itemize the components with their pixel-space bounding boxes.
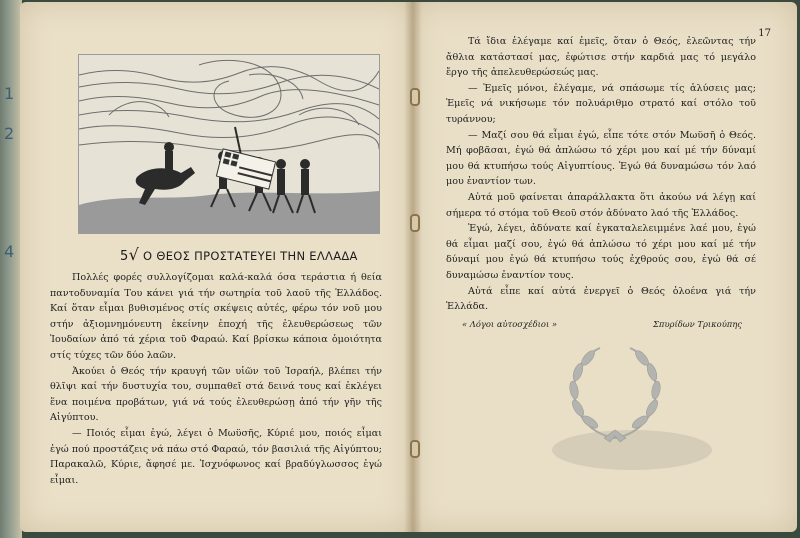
right-page [412,2,797,532]
paragraph: Αὐτά εἶπε καί αὐτά ἐνεργεῖ ὁ Θεός ὁλοένα γιά τήν Ἑλλάδα. [446,285,756,313]
paragraph: Τά ἴδια ἐλέγαμε καί ἐμεῖς, ὅταν ὁ Θεός, ἐλεῶντας τήν ἄθλια κατάστασί μας, ἐφώτισε στήν καρδιά μας τό μεγάλο ἔργο τῆς ἀπελευθερώσεώς μας. [446,36,756,79]
illustration-horsemen-flag [78,54,380,234]
paragraph: Ἐγώ, λέγει, ἀδύνατε καί ἐγκαταλελειμμένε λαέ μου, ἐγώ θά εἶμαι μαζί σου, ἐγώ θά ἁπλώσω τό χέρι μου καί μέ τήν δύναμί μου ἐγώ θά κτυπήσω τούς ἐχθρούς σου, ἐγώ θά σέ δυναμώσω ἐναντίον τους. [446,223,756,281]
chapter-number: 5 [120,249,129,264]
binding-hole [410,440,420,458]
left-page [20,2,412,532]
paragraph: Ἀκούει ὁ Θεός τήν κραυγή τῶν υἱῶν τοῦ Ἰσραήλ, βλέπει τήν θλῖψι καί τήν δυστυχία του, συμπαθεῖ στά δεινά τους καί ἐκλέγει ἕνα ποιμένα προβάτων, γιά νά τούς ἐλευθερώσῃ ἀπό τήν γῆν τῆς Αἰγύπτου. [50,365,382,424]
margin-mark: 1 [4,84,15,103]
right-body-text [446,34,756,315]
chapter-title: Ο ΘΕΟΣ ΠΡΟΣΤΑΤΕΥΕΙ ΤΗΝ ΕΛΛΑΔΑ [143,249,358,263]
paragraph: Πολλές φορές συλλογίζομαι καλά-καλά όσα τεράστια ή θεία παντοδυναμία Του κάνει γιά τήν σωτηρία τοῦ λαοῦ τῆς Ἑλλάδος. Καί ὅταν εἶμαι βυθισμένος στίς σκέψεις αὐτές, φέρω τόν νοῦ μου στήν ἀξιομνημόνευτη ἐκείνην ἐποχή τῆς ἐλευθερώσεως τῶν Ἰουδαίων ἀπό τά χέρια τοῦ Φαραώ. Καί βρίσκω κάποια ὁμοιότητα στίς τύχες τῶν δύο λαῶν. [50,272,382,361]
binding-hole [410,88,420,106]
page-number: 17 [758,28,771,39]
paragraph: — Ποιός εἶμαι ἐγώ, λέγει ὁ Μωϋσῆς, Κύριέ μου, ποιός εἶμαι ἐγώ πού προστάζεις νά πάω στό Φαραώ, τόν βασιλιά τῆς Αἰγύπτου; Παρακαλῶ, Κύριε, ἄφησέ με. Ἰσχνόφωνος καί βραδύγλωσσος ἐγώ εἶμαι. [50,427,382,486]
left-body-text [50,270,382,488]
paragraph: — Μαζί σου θά εἶμαι ἐγώ, εἶπε τότε στόν Μωϋσῆ ὁ Θεός. Μή φοβᾶσαι, ἐγώ θά ἁπλώσω τό χέρι μου καί μέ τήν δύναμί μου θά κτυπήσω τούς Αἰγυπτίους. Ἐγώ θά δυναμώσω τόν λαό μου ἐναντίον των. [446,129,756,188]
source-author: Σπυρίδων Τρικούπης [653,319,742,329]
paragraph: Αὐτά μοῦ φαίνεται ἀπαράλλακτα ὅτι ἀκούω νά λέγῃ καί σήμερα τό στόμα τοῦ Θεοῦ στόν ἀδύνατο λαό τῆς Ἑλλάδος. [446,191,756,219]
binding-hole [410,214,420,232]
source-title: « Λόγοι αὐτοσχέδιοι » [462,319,558,329]
margin-mark: 4 [4,242,15,261]
chapter-heading: 5√ Ο ΘΕΟΣ ΠΡΟΣΤΑΤΕΥΕΙ ΤΗΝ ΕΛΛΑΔΑ [120,245,358,264]
laurel-wreath-icon [560,338,670,450]
left-edge-strip [0,0,22,538]
paragraph: — Ἐμεῖς μόνοι, ἐλέγαμε, νά σπάσωμε τίς ἁλύσεις μας; Ἐμεῖς νά νικήσωμε τόν πολυάριθμο στρατό καί στόλο τοῦ τυράννου; [446,82,756,125]
margin-mark: 2 [4,124,15,143]
